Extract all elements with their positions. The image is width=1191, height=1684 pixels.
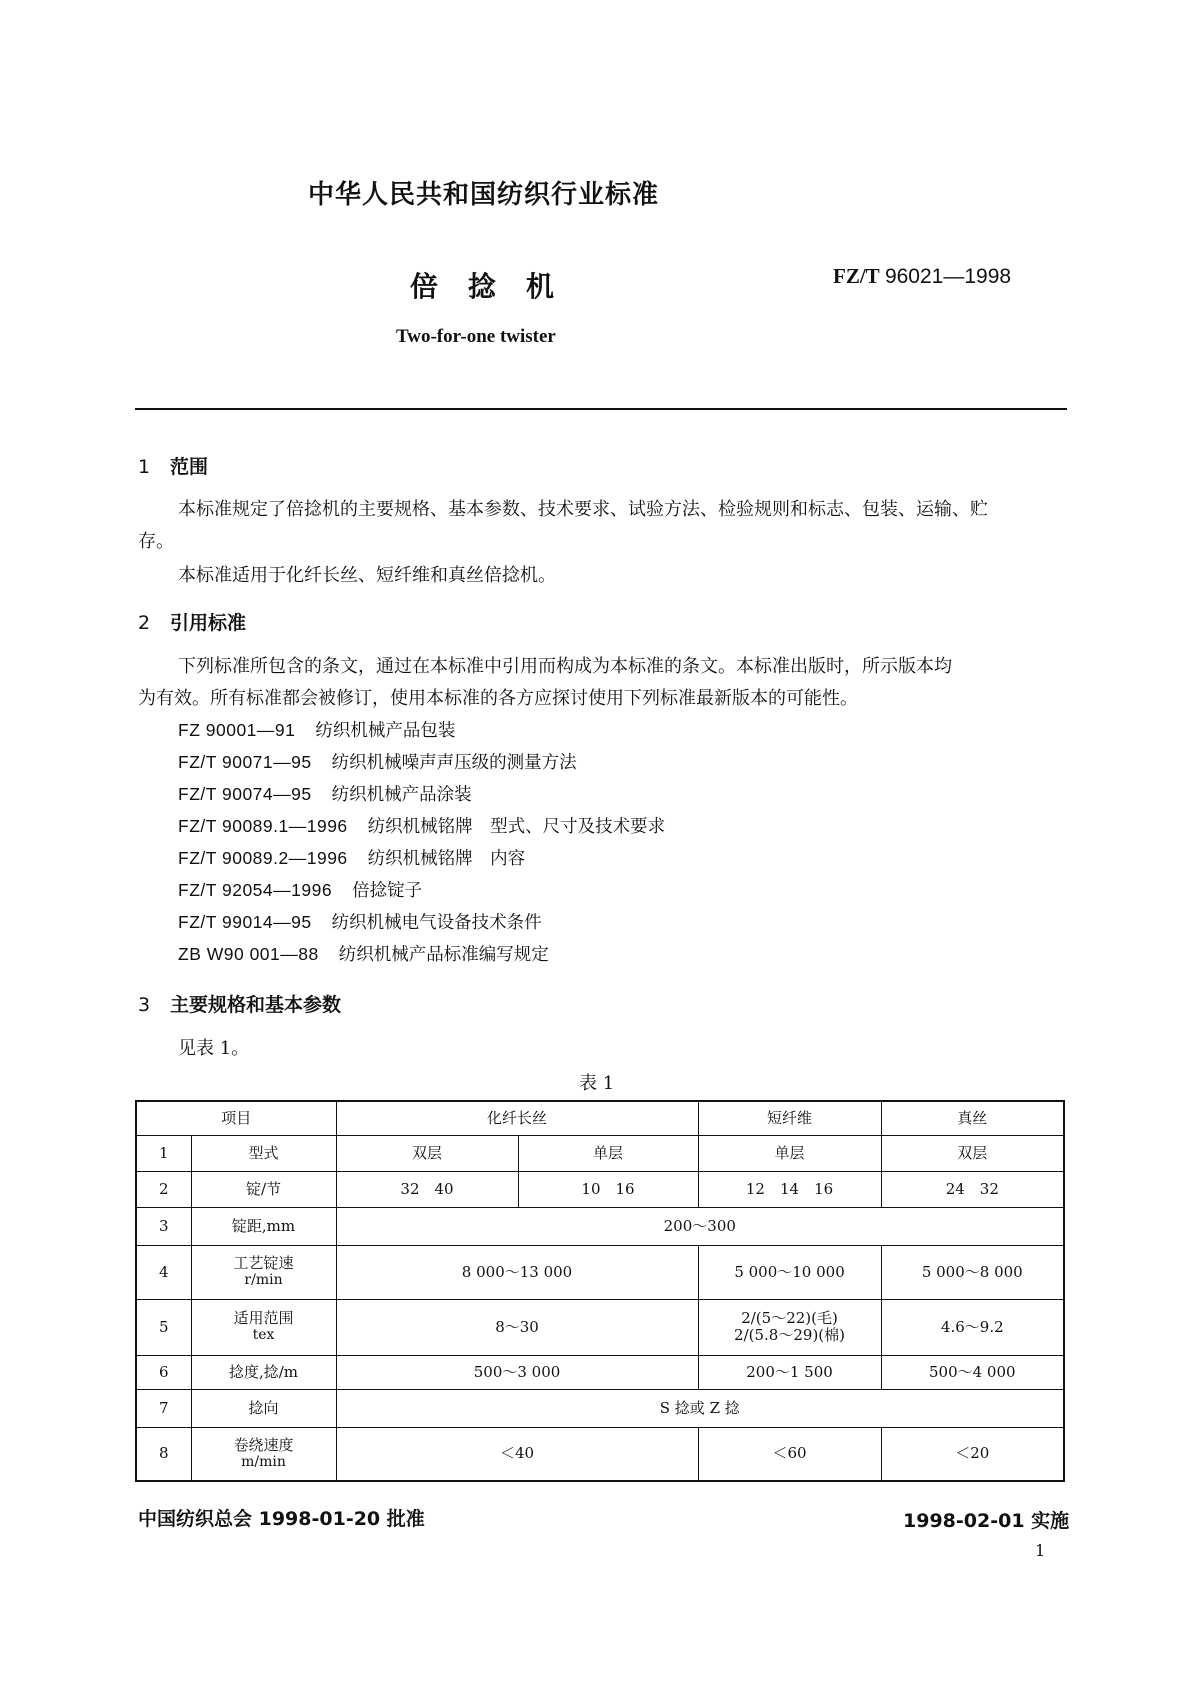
- cell: 单层: [698, 1135, 881, 1171]
- header-silk: 真丝: [881, 1101, 1064, 1135]
- row-label-unit: tex: [252, 1327, 275, 1343]
- section2-intro-line2: 为有效。所有标准都会被修订，使用本标准的各方应探讨使用下列标准最新版本的可能性。: [138, 688, 858, 709]
- cell: 双层: [336, 1135, 518, 1171]
- section2-title: 引用标准: [170, 612, 247, 634]
- row-label-name: 工艺锭速: [233, 1254, 294, 1272]
- table-row: [136, 1135, 1064, 1171]
- cell: 双层: [881, 1135, 1064, 1171]
- cell: 8 000～13 000: [336, 1245, 698, 1299]
- cell: ＜20: [881, 1427, 1064, 1481]
- approval-note: 中国纺织总会 1998-01-20 批准: [138, 1508, 425, 1530]
- section1-heading: [138, 452, 208, 479]
- reference-item: FZ/T 99014—95 纺织机械电气设备技术条件: [178, 912, 542, 933]
- row-number: 2: [136, 1171, 191, 1207]
- table-row: [136, 1245, 1064, 1299]
- table-row: [136, 1355, 1064, 1389]
- standard-prefix: FZ/T: [833, 264, 880, 288]
- reference-item: FZ/T 90089.2—1996 纺织机械铭牌 内容: [178, 848, 526, 869]
- row-label: 型式: [191, 1135, 336, 1171]
- spec-table: [135, 1100, 1065, 1482]
- cell: 4.6～9.2: [881, 1299, 1064, 1355]
- header-item: 项目: [136, 1101, 336, 1135]
- cell: 200～300: [336, 1207, 1064, 1245]
- section1-para1-line1: 本标准规定了倍捻机的主要规格、基本参数、技术要求、试验方法、检验规则和标志、包装、运输、贮: [178, 499, 988, 520]
- row-number: 4: [136, 1245, 191, 1299]
- header-divider: [135, 408, 1067, 410]
- table-row: [136, 1171, 1064, 1207]
- cell: 5 000～10 000: [698, 1245, 881, 1299]
- cell: 5 000～8 000: [881, 1245, 1064, 1299]
- section1-para1-line2: 存。: [138, 531, 174, 552]
- reference-item: FZ/T 90071—95 纺织机械噪声声压级的测量方法: [178, 752, 577, 773]
- cell: ＜60: [698, 1427, 881, 1481]
- header-staple: 短纤维: [698, 1101, 881, 1135]
- row-number: 1: [136, 1135, 191, 1171]
- cell: 10 16: [518, 1171, 698, 1207]
- page-number: 1: [1035, 1541, 1046, 1560]
- section2-number: 2: [138, 612, 151, 634]
- table-row: [136, 1299, 1064, 1355]
- cell: 24 32: [881, 1171, 1064, 1207]
- cell: 200～1 500: [698, 1355, 881, 1389]
- row-number: 7: [136, 1389, 191, 1427]
- section1-para2: 本标准适用于化纤长丝、短纤维和真丝倍捻机。: [178, 565, 556, 586]
- row-label-name: 卷绕速度: [233, 1435, 294, 1454]
- cell-line: 2/(5～22)(毛): [741, 1309, 838, 1327]
- section1-number: 1: [138, 456, 151, 478]
- reference-item: ZB W90 001—88 纺织机械产品标准编写规定: [178, 944, 549, 965]
- reference-item: FZ/T 90089.1—1996 纺织机械铭牌 型式、尺寸及技术要求: [178, 816, 666, 837]
- table-row: [136, 1207, 1064, 1245]
- english-title: Two-for-one twister: [396, 326, 556, 347]
- row-label-unit: m/min: [241, 1453, 286, 1470]
- cell: 500～4 000: [881, 1355, 1064, 1389]
- cell: 32 40: [336, 1171, 518, 1207]
- row-label: [191, 1427, 336, 1481]
- row-number: 6: [136, 1355, 191, 1389]
- table-row: [136, 1389, 1064, 1427]
- standard-code: 96021—1998: [884, 265, 1012, 288]
- section2-heading: [138, 608, 246, 635]
- reference-item: FZ/T 92054—1996 倍捻锭子: [178, 880, 423, 901]
- table-header-row: [136, 1101, 1064, 1135]
- row-label-name: 适用范围: [233, 1309, 294, 1327]
- row-label: 捻度,捻/m: [191, 1355, 336, 1389]
- document-title: 倍捻机: [410, 270, 585, 303]
- cell-line: 2/(5.8～29)(棉): [734, 1326, 845, 1344]
- table-caption: 表 1: [579, 1073, 615, 1094]
- issuing-organization: 中华人民共和国纺织行业标准: [308, 180, 660, 210]
- section3-heading: [138, 990, 341, 1017]
- cell: ＜40: [336, 1427, 698, 1481]
- section1-title: 范围: [170, 456, 209, 478]
- cell: S 捻或 Z 捻: [336, 1389, 1064, 1427]
- row-number: 8: [136, 1427, 191, 1481]
- row-label: 锭/节: [191, 1171, 336, 1207]
- row-label: [191, 1245, 336, 1299]
- section3-title: 主要规格和基本参数: [170, 994, 342, 1016]
- table-row: [136, 1427, 1064, 1481]
- cell: 单层: [518, 1135, 698, 1171]
- section3-number: 3: [138, 994, 151, 1016]
- cell: 500～3 000: [336, 1355, 698, 1389]
- reference-item: FZ 90001—91 纺织机械产品包装: [178, 720, 456, 741]
- see-table-note: 见表 1。: [178, 1038, 250, 1059]
- row-label-unit: r/min: [244, 1272, 283, 1288]
- reference-item: FZ/T 90074—95 纺织机械产品涂装: [178, 784, 472, 805]
- row-number: 5: [136, 1299, 191, 1355]
- row-label: 锭距,mm: [191, 1207, 336, 1245]
- row-label: [191, 1299, 336, 1355]
- implementation-note: 1998-02-01 实施: [903, 1510, 1070, 1532]
- cell: 12 14 16: [698, 1171, 881, 1207]
- header-filament: 化纤长丝: [336, 1101, 698, 1135]
- cell: 8～30: [336, 1299, 698, 1355]
- row-number: 3: [136, 1207, 191, 1245]
- section2-intro-line1: 下列标准所包含的条文，通过在本标准中引用而构成为本标准的条文。本标准出版时，所示版本均: [178, 656, 952, 677]
- cell: [698, 1299, 881, 1355]
- row-label: 捻向: [191, 1389, 336, 1427]
- standard-number: [833, 264, 1011, 289]
